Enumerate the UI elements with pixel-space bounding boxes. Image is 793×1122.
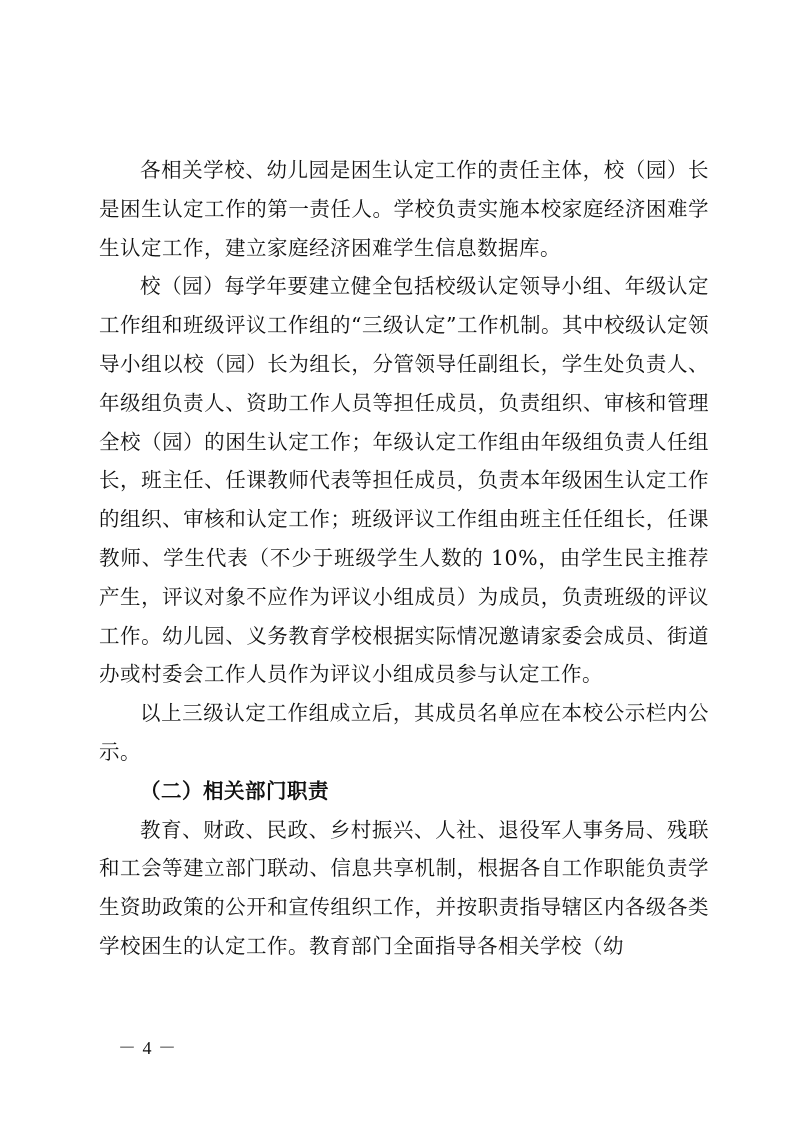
paragraph-department-duties: 教育、财政、民政、乡村振兴、人社、退役军人事务局、残联和工会等建立部门联动、信息共享机制，根据各自工作职能负责学生资助政策的公开和宣传组织工作，并按职责指导辖区内各级各类学校困生的认定工作。教育部门全面指导各相关学校（幼 bbox=[99, 817, 709, 958]
section-heading: （二）相关部门职责 bbox=[140, 778, 329, 803]
paragraph-publicity: 以上三级认定工作组成立后，其成员名单应在本校公示栏内公示。 bbox=[99, 701, 709, 764]
document-body bbox=[99, 151, 709, 966]
paragraph-responsibility: 各相关学校、幼儿园是困生认定工作的责任主体，校（园）长是困生认定工作的第一责任人。学校负责实施本校家庭经济困难学生认定工作，建立家庭经济困难学生信息数据库。 bbox=[99, 158, 709, 260]
paragraph-three-level-mechanism: 校（园）每学年要建立健全包括校级认定领导小组、年级认定工作组和班级评议工作组的“三级认定”工作机制。其中校级认定领导小组以校（园）长为组长，分管领导任副组长，学生处负责人、年级组负责人、资助工作人员等担任成员，负责组织、审核和管理全校（园）的困生认定工作；年级认定工作组由年级组负责人任组长，班主任、任课教师代表等担任成员，负责本年级困生认定工作的组织、审核和认定工作；班级评议工作组由班主任任组长，任课教师、学生代表（不少于班级学生人数的 10%，由学生民主推荐产生，评议对象不应作为评议小组成员）为成员，负责班级的评议工作。幼儿园、义务教育学校根据实际情况邀请家委会成员、街道办或村委会工作人员作为评议小组成员参与认定工作。 bbox=[99, 274, 709, 687]
page-number: － 4 － bbox=[118, 1038, 177, 1058]
